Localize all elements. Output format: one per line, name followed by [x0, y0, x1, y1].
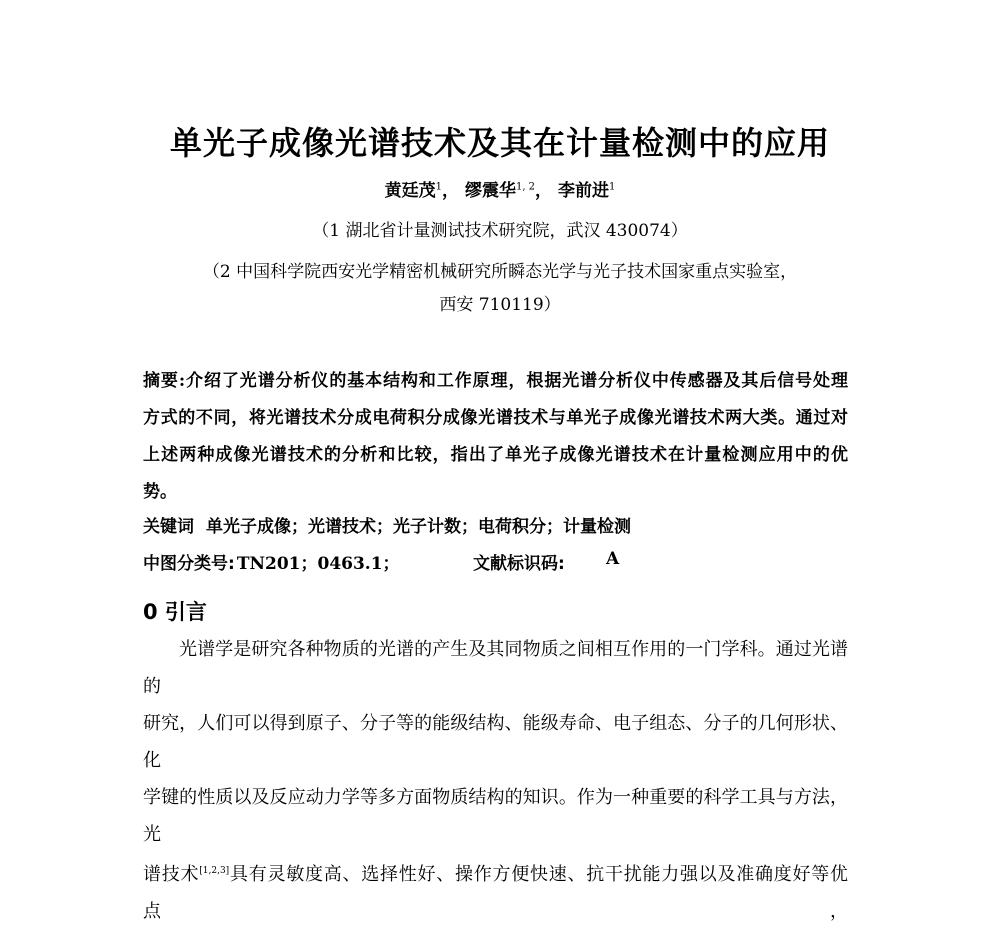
keywords-value: 单光子成像；光谱技术；光子计数；电荷积分；计量检测 — [206, 517, 631, 537]
abstract — [143, 363, 848, 511]
body-line: 研究，人们可以得到原子、分子等的能级结构、能级寿命、电子组态、分子的几何形状、化 — [143, 713, 848, 771]
author-name: 缪震华 — [464, 181, 516, 201]
keywords-label: 关键词 — [143, 517, 194, 537]
author-affiliation-mark: 1 — [435, 181, 443, 193]
affiliation-1: （1 湖北省计量测试技术研究院，武汉 430074） — [312, 221, 688, 241]
author-affiliation-mark: 1 — [608, 181, 616, 193]
author-list — [0, 176, 1000, 201]
body-line: 学键的性质以及反应动力学等多方面物质结构的知识。作为一种重要的科学工具与方法，光 — [143, 787, 848, 845]
abstract-text: 介绍了光谱分析仪的基本结构和工作原理，根据光谱分析仪中传感器及其后信号处理 — [185, 371, 848, 391]
abstract-line — [143, 363, 848, 400]
citation-mark: [1,2,3] — [199, 866, 230, 876]
section-heading: 0 引言 — [143, 600, 207, 624]
abstract-line: 势。 — [143, 482, 177, 502]
body-line — [143, 853, 848, 930]
affiliation-2-line-1: （2 中国科学院西安光学精密机械研究所瞬态光学与光子技术国家重点实验室， — [202, 262, 798, 282]
body-text: 谱技术 — [143, 864, 200, 885]
document-code-value: A — [606, 549, 620, 569]
author-name: 黄廷茂 — [384, 181, 436, 201]
classification-label: 中图分类号: — [143, 554, 235, 574]
abstract-line: 方式的不同，将光谱技术分成电荷积分成像光谱技术与单光子成像光谱技术两大类。通过对 — [143, 408, 848, 428]
paper-title: 单光子成像光谱技术及其在计量检测中的应用 — [169, 124, 830, 162]
keywords — [143, 512, 631, 537]
abstract-label: 摘要: — [143, 371, 186, 391]
classification-line — [143, 549, 848, 574]
author-separator: ， — [535, 181, 553, 201]
affiliation-2-line-2: 西安 710119） — [439, 295, 561, 315]
classification-value: TN201；0463.1； — [236, 554, 400, 574]
body-line: 光谱学是研究各种物质的光谱的产生及其同物质之间相互作用的一门学科。通过光谱的 — [143, 639, 848, 697]
abstract-line: 上述两种成像光谱技术的分析和比较，指出了单光子成像光谱技术在计量检测应用中的优 — [143, 445, 848, 465]
author-name: 李前进 — [557, 181, 609, 201]
body-text: 具有灵敏度高、选择性好、操作方便快速、抗干扰能力强以及准确度好等优点， — [143, 864, 849, 922]
author-affiliation-mark: 1, 2 — [515, 181, 536, 193]
document-code-label: 文献标识码: — [473, 554, 565, 574]
body-paragraph — [143, 631, 848, 930]
author-separator: ， — [442, 181, 460, 201]
